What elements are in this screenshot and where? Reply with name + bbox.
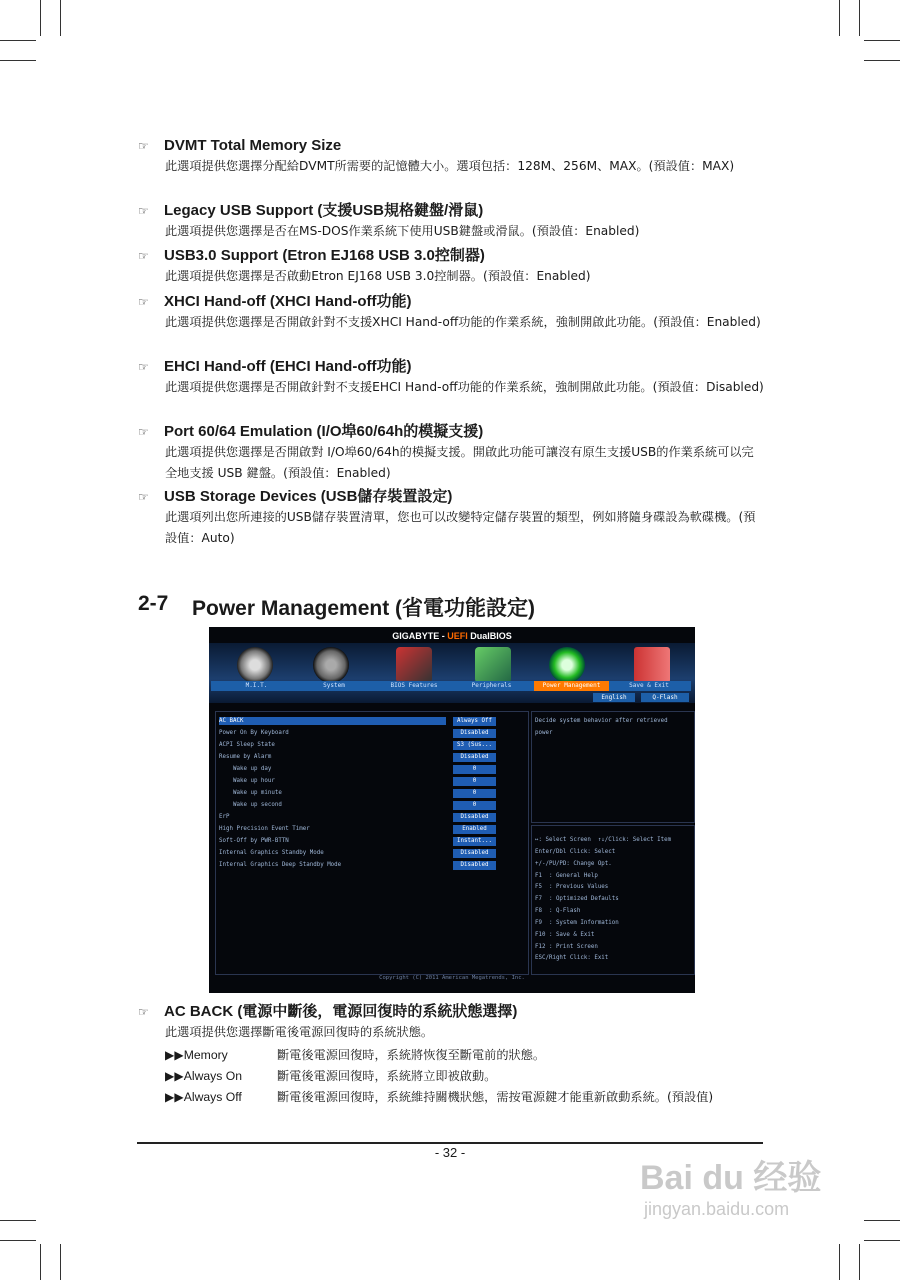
crop-mark — [0, 1220, 36, 1221]
bios-setting-row[interactable]: Internal Graphics Standby Mode — [219, 850, 324, 856]
setting-desc: 此選項提供您選擇斷電後電源回復時的系統狀態。 — [165, 1025, 434, 1039]
power-icon[interactable] — [549, 647, 585, 683]
setting-desc: 此選項提供您選擇是否開啟對 I/O埠60/64h的模擬支援。開啟此功能可讓沒有原生支援USB的作業系統可以完全地支援 USB 鍵盤。(預設值：Enabled) — [165, 445, 754, 480]
bios-setting-row[interactable]: High Precision Event Timer — [219, 826, 310, 832]
pointing-hand-icon: ☞ — [138, 249, 149, 263]
setting-desc: 此選項提供您選擇是否開啟針對不支援EHCI Hand-off功能的作業系統，強制開啟此功能。(預設值：Disabled) — [165, 380, 764, 394]
setting-item — [138, 246, 768, 287]
bios-screenshot — [209, 627, 695, 993]
crop-mark — [40, 0, 41, 36]
pointing-hand-icon: ☞ — [138, 204, 149, 218]
setting-item — [138, 292, 768, 333]
crop-mark — [859, 0, 860, 36]
setting-title: Legacy USB Support (支援USB規格鍵盤/滑鼠) — [164, 202, 484, 219]
crop-mark — [859, 1244, 860, 1280]
speedometer-icon[interactable] — [237, 647, 273, 683]
option-text: 斷電後電源回復時，系統將恢復至斷電前的狀態。 — [277, 1048, 546, 1062]
setting-desc: 此選項列出您所連接的USB儲存裝置清單，您也可以改變特定儲存裝置的類型，例如將隨身碟設為軟碟機。(預設值：Auto) — [165, 510, 756, 545]
section-title: Power Management (省電功能設定) — [192, 597, 536, 620]
crop-mark — [0, 40, 36, 41]
setting-title: EHCI Hand-off (EHCI Hand-off功能) — [164, 358, 412, 375]
setting-title: AC BACK (電源中斷後，電源回復時的系統狀態選擇) — [164, 1003, 518, 1020]
bios-setting-value[interactable]: 0 — [453, 777, 496, 786]
bios-setting-value[interactable]: Disabled — [453, 729, 496, 738]
tab-system[interactable]: System — [323, 682, 345, 689]
bios-setting-value[interactable]: 0 — [453, 801, 496, 810]
bios-setting-row[interactable]: ErP — [219, 814, 230, 820]
qflash-button[interactable]: Q-Flash — [641, 693, 689, 702]
bios-title: GIGABYTE - UEFI DualBIOS — [392, 631, 512, 641]
tab-peripherals[interactable]: Peripherals — [471, 682, 512, 689]
option-text: 斷電後電源回復時，系統將立即被啟動。 — [277, 1069, 497, 1083]
bios-setting-value[interactable]: Enabled — [453, 825, 496, 834]
setting-desc: 此選項提供您選擇分配給DVMT所需要的記憶體大小。選項包括：128M、256M、MAX。(預設值：MAX) — [165, 159, 735, 173]
pointing-hand-icon: ☞ — [138, 1005, 149, 1019]
setting-desc: 此選項提供您選擇是否啟動Etron EJ168 USB 3.0控制器。(預設值：Enabled) — [165, 269, 591, 283]
setting-item — [138, 136, 768, 177]
bios-setting-row[interactable]: ACPI Sleep State — [219, 742, 275, 748]
setting-title: USB3.0 Support (Etron EJ168 USB 3.0控制器) — [164, 247, 485, 264]
setting-title: USB Storage Devices (USB儲存裝置設定) — [164, 488, 453, 505]
copyright: Copyright (C) 2011 American Megatrends, Inc. — [379, 975, 525, 981]
gear-icon[interactable] — [313, 647, 349, 683]
crop-mark — [864, 40, 900, 41]
tab-mit[interactable]: M.I.T. — [245, 682, 268, 689]
bios-setting-value[interactable]: Disabled — [453, 813, 496, 822]
peripherals-icon[interactable] — [475, 647, 511, 683]
setting-item — [138, 422, 768, 484]
crop-mark — [40, 1244, 41, 1280]
bios-setting-value[interactable]: Instant... — [453, 837, 496, 846]
setting-item — [138, 1002, 768, 1043]
pointing-hand-icon: ☞ — [138, 490, 149, 504]
pointing-hand-icon: ☞ — [138, 425, 149, 439]
bios-setting-row[interactable]: Wake up hour — [233, 778, 275, 784]
option-key: ▶▶Always On — [165, 1069, 242, 1083]
exit-door-icon[interactable] — [634, 647, 670, 683]
bios-setting-row[interactable]: Wake up minute — [233, 790, 282, 796]
crop-mark — [0, 1240, 36, 1241]
bios-setting-row[interactable]: Internal Graphics Deep Standby Mode — [219, 862, 342, 868]
bios-setting-row[interactable]: Wake up day — [233, 766, 272, 772]
crop-mark — [60, 0, 61, 36]
bios-setting-value[interactable]: 0 — [453, 789, 496, 798]
tab-save-exit[interactable]: Save & Exit — [629, 682, 669, 689]
watermark-logo: Bai du 经验 — [640, 1159, 822, 1197]
help-text: Decide system behavior after retrieved power — [535, 718, 668, 736]
crop-mark — [864, 1220, 900, 1221]
section-number: 2-7 — [138, 592, 169, 615]
crop-mark — [839, 0, 840, 36]
tab-bios-features[interactable]: BIOS Features — [390, 682, 438, 689]
crop-mark — [864, 60, 900, 61]
option-key: ▶▶Always Off — [165, 1090, 242, 1104]
bios-setting-value[interactable]: 0 — [453, 765, 496, 774]
language-button[interactable]: English — [593, 693, 635, 702]
page-number: - 32 - — [434, 1145, 466, 1160]
bios-setting-value[interactable]: Disabled — [453, 753, 496, 762]
option-text: 斷電後電源回復時，系統維持關機狀態，需按電源鍵才能重新啟動系統。(預設值) — [277, 1090, 714, 1104]
bios-setting-value[interactable]: S3 (Sus... — [453, 741, 496, 750]
bios-setting-value[interactable]: Always Off — [453, 717, 496, 726]
bios-setting-value[interactable]: Disabled — [453, 849, 496, 858]
footer-rule — [137, 1142, 763, 1144]
pointing-hand-icon: ☞ — [138, 139, 149, 153]
tab-power-management[interactable]: Power Management — [534, 681, 609, 691]
bios-setting-row[interactable]: Power On By Keyboard — [219, 730, 289, 736]
pointing-hand-icon: ☞ — [138, 295, 149, 309]
bios-setting-row[interactable]: Resume by Alarm — [219, 754, 272, 760]
watermark — [640, 1150, 821, 1220]
setting-item — [138, 201, 768, 242]
bios-setting-row[interactable]: Wake up second — [233, 802, 282, 808]
setting-desc: 此選項提供您選擇是否開啟針對不支援XHCI Hand-off功能的作業系統，強制開啟此功能。(預設值：Enabled) — [165, 315, 761, 329]
bios-setting-row[interactable]: AC BACK — [219, 717, 446, 725]
pointing-hand-icon: ☞ — [138, 360, 149, 374]
setting-title: Port 60/64 Emulation (I/O埠60/64h的模擬支援) — [164, 423, 484, 440]
setting-desc: 此選項提供您選擇是否在MS-DOS作業系統下使用USB鍵盤或滑鼠。(預設值：Enabled) — [165, 224, 640, 238]
setting-item — [138, 487, 768, 549]
bios-setting-value[interactable]: Disabled — [453, 861, 496, 870]
bios-setting-row[interactable]: Soft-Off by PWR-BTTN — [219, 838, 289, 844]
crop-mark — [839, 1244, 840, 1280]
setting-title: XHCI Hand-off (XHCI Hand-off功能) — [164, 293, 412, 310]
watermark-url: jingyan.baidu.com — [644, 1199, 790, 1219]
key-legend: ↔: Select Screen ↑↓/Click: Select Item Enter/Dbl Click: Select +/-/PU/PD: Change Opt. F1 : General Help F5 : Previous Values F7 : Optimized Defaults F8 : Q-Flash F9 : System Information F10 : Save & Exit F12 : Print Screen ESC/Right Click: Exit — [535, 837, 672, 962]
chip-icon[interactable] — [396, 647, 432, 683]
option-key: ▶▶Memory — [165, 1048, 228, 1062]
crop-mark — [0, 60, 36, 61]
crop-mark — [60, 1244, 61, 1280]
setting-item — [138, 357, 768, 398]
setting-title: DVMT Total Memory Size — [164, 137, 342, 154]
crop-mark — [864, 1240, 900, 1241]
